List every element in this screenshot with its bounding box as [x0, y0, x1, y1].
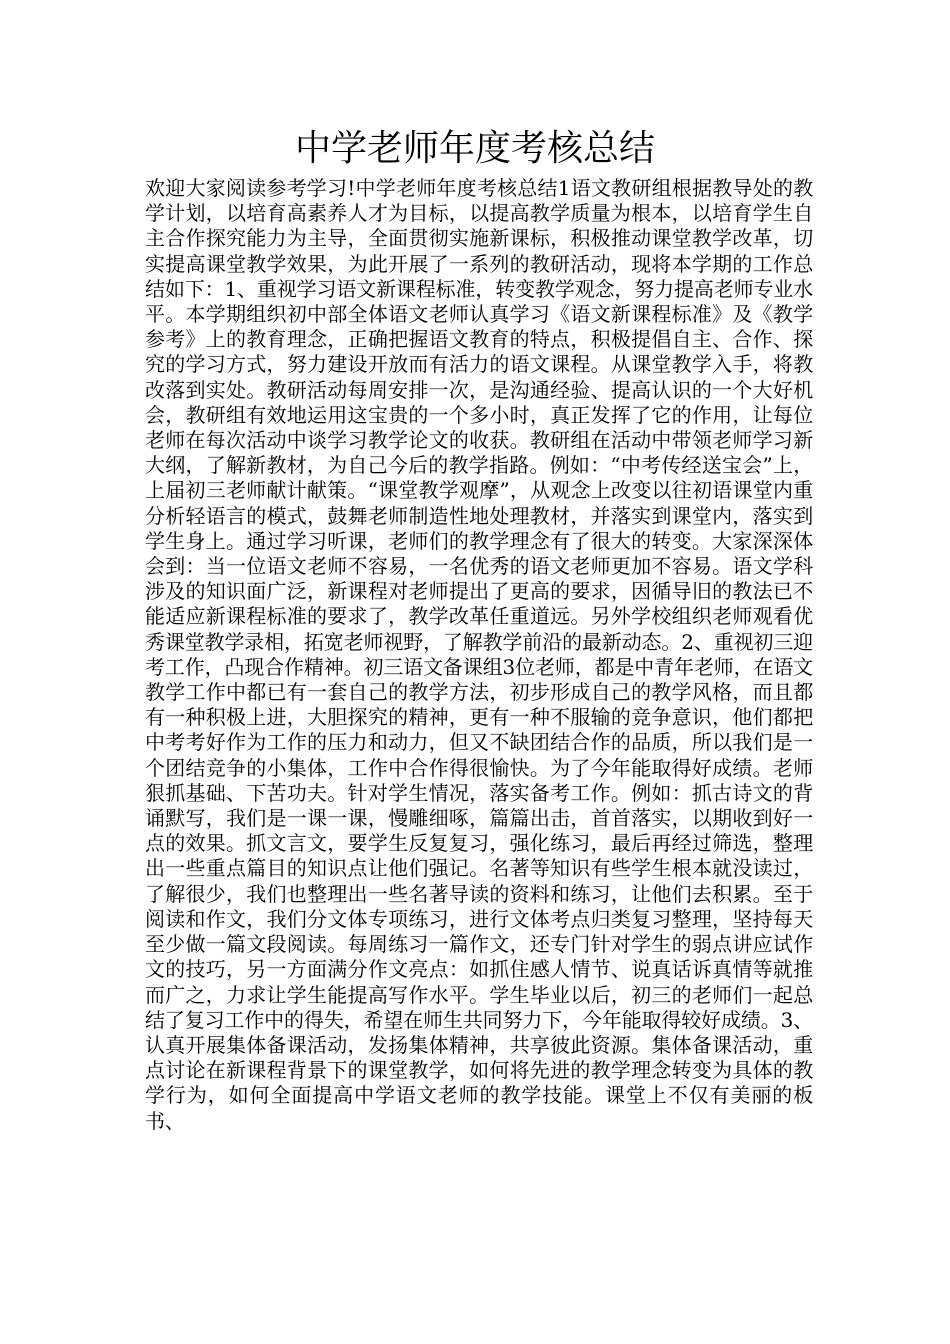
document-body: 欢迎大家阅读参考学习!中学老师年度考核总结1语文教研组根据教导处的教学计划，以培育高素养人才为目标，以提高教学质量为根本，以培育学生自主合作探究能力为主导，全面贯彻实施新课标，积极推动课堂教学改革，切实提高课堂教学效果，为此开展了一系列的教研活动，现将本学期的工作总结如下：1、重视学习语文新课程标准，转变教学观念，努力提高老师专业水平。本学期组织初中部全体语文老师认真学习《语文新课程标准》及《教学参考》上的教育理念，正确把握语文教育的特点，积极提倡自主、合作、探究的学习方式，努力建设开放而有活力的语文课程。从课堂教学入手，将教改落到实处。教研活动每周安排一次，是沟通经验、提高认识的一个大好机会，教研组有效地运用这宝贵的一个多小时，真正发挥了它的作用，让每位老师在每次活动中谈学习教学论文的收获。教研组在活动中带领老师学习新大纲，了解新教材，为自己今后的教学指路。例如：“中考传经送宝会”上，上届初三老师献计献策。“课堂教学观摩”，从观念上改变以往初语课堂内重分析轻语言的模式，鼓舞老师制造性地处理教材，并落实到课堂内，落实到学生身上。通过学习听课，老师们的教学理念有了很大的转变。大家深深体会到：当一位语文老师不容易，一名优秀的语文老师更加不容易。语文学科涉及的知识面广泛，新课程对老师提出了更高的要求，因循导旧的教法已不能适应新课程标准的要求了，教学改革任重道远。另外学校组织老师观看优秀课堂教学录相，拓宽老师视野，了解教学前沿的最新动态。2、重视初三迎考工作，凸现合作精神。初三语文备课组3位老师，都是中青年老师，在语文教学工作中都已有一套自己的教学方法，初步形成自己的教学风格，而且都有一种积极上进，大胆探究的精神，更有一种不服输的竞争意识，他们都把中考考好作为工作的压力和动力，但又不缺团结合作的品质，所以我们是一个团结竞争的小集体，工作中合作得很愉快。为了今年能取得好成绩。老师狠抓基础、下苦功夫。针对学生情况，落实备考工作。例如：抓古诗文的背诵默写，我们是一课一课，慢雕细啄，篇篇出击，首首落实，以期收到好一点的效果。抓文言文，要学生反复复习，强化练习，最后再经过筛选，整理出一些重点篇目的知识点让他们强记。名著等知识有些学生根本就没读过，了解很少，我们也整理出一些名著导读的资料和练习，让他们去积累。至于阅读和作文，我们分文体专项练习，进行文体考点归类复习整理，坚持每天至少做一篇文段阅读。每周练习一篇作文，还专门针对学生的弱点讲应试作文的技巧，另一方面满分作文亮点：如抓住感人情节、说真话诉真情等就推而广之，力求让学生能提高写作水平。学生毕业以后，初三的老师们一起总结了复习工作中的得失，希望在师生共同努力下，今年能取得较好成绩。3、认真开展集体备课活动，发扬集体精神，共享彼此资源。集体备课活动，重点讨论在新课程背景下的课堂教学，如何将先进的教学理念转变为具体的教学行为，如何全面提高中学语文老师的教学技能。课堂上不仅有美丽的板书、: [145, 176, 813, 1133]
document-title: 中学老师年度考核总结: [294, 128, 655, 169]
